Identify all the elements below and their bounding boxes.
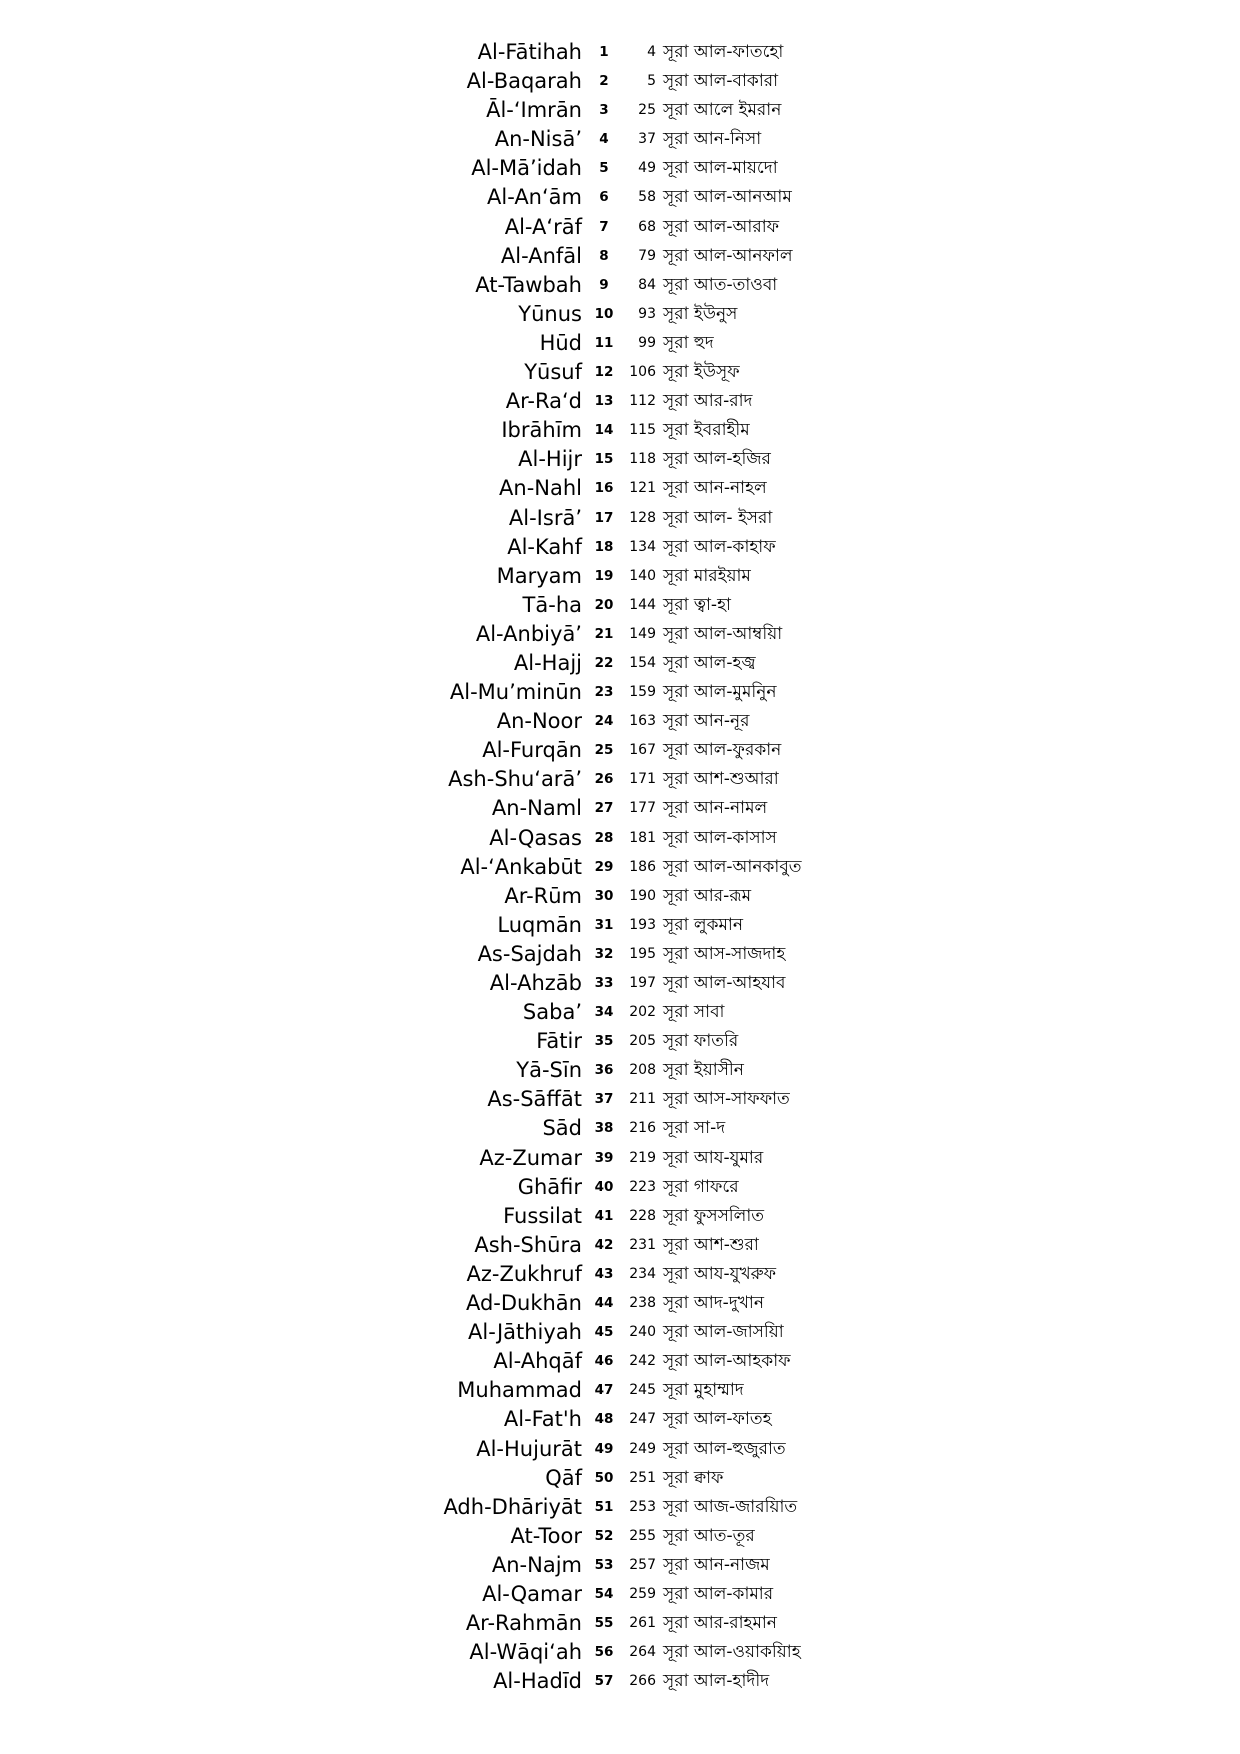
page-number: 242 xyxy=(629,1353,656,1370)
surah-number: 37 xyxy=(594,1091,614,1108)
surah-number: 21 xyxy=(594,625,614,642)
surah-number: 44 xyxy=(594,1295,614,1312)
page-number: 208 xyxy=(629,1062,656,1079)
surah-number: 36 xyxy=(594,1062,614,1079)
surah-name-english: Az-Zukhruf xyxy=(466,1261,582,1286)
surah-name-english: Al-Anfāl xyxy=(500,243,582,268)
surah-name-english: Āl-‘Imrān xyxy=(486,98,582,123)
surah-row xyxy=(0,620,1240,649)
surah-number: 17 xyxy=(594,509,614,526)
surah-name-bengali: সূরা আল-হজ্ব xyxy=(663,652,756,673)
surah-name-english: Sād xyxy=(542,1116,582,1141)
surah-name-english: Ghāfir xyxy=(517,1174,582,1199)
surah-number: 7 xyxy=(599,218,609,235)
surah-number: 24 xyxy=(594,713,614,730)
surah-name-bengali: সূরা ত্বা-হা xyxy=(663,594,731,615)
page-number: 190 xyxy=(629,887,656,904)
surah-row xyxy=(0,1231,1240,1260)
page-number: 219 xyxy=(629,1149,656,1166)
surah-row xyxy=(0,562,1240,591)
surah-row xyxy=(0,1173,1240,1202)
surah-name-bengali: সূরা আল- ইসরা xyxy=(663,507,773,528)
surah-number: 4 xyxy=(599,131,609,148)
surah-name-english: Maryam xyxy=(496,563,582,588)
surah-name-bengali: সূরা আলে ইমরান xyxy=(663,100,782,121)
surah-name-english: An-Nahl xyxy=(499,476,582,501)
page-number: 4 xyxy=(647,44,656,60)
surah-row xyxy=(0,853,1240,882)
surah-number: 26 xyxy=(594,771,614,788)
page-number: 197 xyxy=(629,975,656,991)
page-number: 79 xyxy=(638,247,656,264)
surah-row xyxy=(0,1551,1240,1580)
surah-row xyxy=(0,445,1240,474)
surah-name-bengali: সূরা আজ-জারয়িাত xyxy=(663,1496,798,1517)
page-number: 49 xyxy=(638,160,656,177)
surah-name-english: Al-Hijr xyxy=(518,447,582,472)
surah-name-bengali: সূরা আল-ফাতহো xyxy=(663,42,784,62)
surah-name-bengali: সূরা আল-ফাতহ xyxy=(663,1409,772,1430)
page-number: 149 xyxy=(629,625,656,642)
surah-name-english: Al-Hujurāt xyxy=(476,1436,582,1461)
surah-name-english: Yā-Sīn xyxy=(516,1058,582,1083)
surah-row xyxy=(0,271,1240,300)
page-number: 264 xyxy=(629,1644,656,1661)
page-number: 216 xyxy=(629,1120,656,1137)
page-number: 118 xyxy=(629,451,656,468)
page-number: 154 xyxy=(629,654,656,671)
surah-name-english: Al-Isrā’ xyxy=(508,505,582,530)
surah-name-bengali: সূরা ফুসসলিাত xyxy=(663,1205,765,1226)
surah-row xyxy=(0,1027,1240,1056)
surah-row xyxy=(0,765,1240,794)
surah-name-english: Ar-Ra‘d xyxy=(505,389,582,414)
surah-row xyxy=(0,504,1240,533)
surah-number: 27 xyxy=(594,800,614,817)
surah-name-english: Al-Fātihah xyxy=(477,40,582,64)
surah-number: 3 xyxy=(599,102,609,119)
surah-name-bengali: সূরা আর-রূম xyxy=(663,885,752,906)
surah-number: 5 xyxy=(599,160,609,177)
surah-name-english: An-Najm xyxy=(491,1552,582,1577)
surah-name-english: Fussilat xyxy=(503,1203,582,1228)
surah-name-bengali: সূরা আল-বাকারা xyxy=(663,71,779,92)
page-number: 5 xyxy=(647,73,656,90)
surah-number: 56 xyxy=(594,1644,614,1661)
surah-name-bengali: সূরা আল-কামার xyxy=(663,1583,774,1604)
surah-number: 23 xyxy=(594,684,614,701)
page-number: 121 xyxy=(629,480,656,497)
surah-name-english: Al-Baqarah xyxy=(466,69,582,94)
surah-name-bengali: সূরা আল-ওয়াকয়িাহ xyxy=(663,1642,801,1663)
surah-row xyxy=(0,911,1240,940)
surah-name-bengali: সূরা আল-হাদীদ xyxy=(663,1671,770,1692)
surah-name-english: Al-Kahf xyxy=(507,534,582,559)
page-number: 261 xyxy=(629,1615,656,1632)
page-number: 202 xyxy=(629,1004,656,1021)
surah-row xyxy=(0,736,1240,765)
surah-number: 18 xyxy=(594,538,614,555)
surah-name-english: Al-A‘rāf xyxy=(504,214,582,239)
surah-name-english: Ash-Shūra xyxy=(474,1232,582,1257)
surah-number: 20 xyxy=(594,596,614,613)
surah-name-english: Saba’ xyxy=(522,1000,582,1025)
page-number: 37 xyxy=(638,131,656,148)
surah-name-english: Al-An‘ām xyxy=(487,185,582,210)
page-number: 25 xyxy=(638,102,656,119)
surah-number: 48 xyxy=(594,1411,614,1428)
surah-name-bengali: সূরা আল-আম্বয়িা xyxy=(663,623,783,644)
surah-name-bengali: সূরা আস-সাজদাহ xyxy=(663,943,786,964)
surah-row xyxy=(0,940,1240,969)
page-number: 186 xyxy=(629,858,656,875)
surah-number: 31 xyxy=(594,916,614,933)
surah-row xyxy=(0,1260,1240,1289)
surah-name-english: Al-Qasas xyxy=(489,825,582,850)
surah-name-english: As-Sajdah xyxy=(477,941,582,966)
surah-name-english: Ar-Rūm xyxy=(504,883,582,908)
page-number: 171 xyxy=(629,771,656,788)
surah-row xyxy=(0,67,1240,96)
page-number: 251 xyxy=(629,1469,656,1486)
surah-name-bengali: সূরা সা-দ xyxy=(663,1118,726,1139)
surah-name-english: As-Sāffāt xyxy=(487,1087,582,1112)
surah-number: 53 xyxy=(594,1556,614,1573)
surah-row xyxy=(0,183,1240,212)
surah-name-english: An-Nisā’ xyxy=(494,127,582,152)
surah-name-bengali: সূরা আল-হজির xyxy=(663,449,771,470)
surah-name-bengali: সূরা গাফরে xyxy=(663,1176,739,1197)
surah-name-bengali: সূরা ইউসূফ xyxy=(663,362,740,383)
surah-name-bengali: সূরা আয-যুমার xyxy=(663,1147,764,1168)
page-number: 249 xyxy=(629,1440,656,1457)
surah-row xyxy=(0,1376,1240,1405)
surah-number: 41 xyxy=(594,1207,614,1224)
surah-name-bengali: সূরা লুকমান xyxy=(663,914,743,935)
surah-name-english: Fātir xyxy=(536,1029,582,1054)
surah-number: 28 xyxy=(594,829,614,846)
surah-number: 9 xyxy=(599,276,609,293)
page-number: 234 xyxy=(629,1265,656,1282)
surah-index-list xyxy=(0,38,1240,1696)
surah-number: 32 xyxy=(594,945,614,962)
surah-name-bengali: সূরা আর-রাদ xyxy=(663,391,753,412)
surah-name-english: Yūnus xyxy=(518,301,582,326)
surah-name-bengali: সূরা আস-সাফফাত xyxy=(663,1089,790,1110)
surah-name-bengali: সূরা আন-নিসা xyxy=(663,129,762,150)
surah-row xyxy=(0,1289,1240,1318)
surah-name-bengali: সূরা আল-জাসয়িা xyxy=(663,1322,784,1343)
surah-row xyxy=(0,242,1240,271)
surah-row xyxy=(0,1638,1240,1667)
surah-number: 22 xyxy=(594,654,614,671)
surah-row xyxy=(0,1522,1240,1551)
surah-number: 47 xyxy=(594,1382,614,1399)
surah-row xyxy=(0,387,1240,416)
surah-name-english: Hūd xyxy=(539,330,582,355)
page-number: 159 xyxy=(629,684,656,701)
surah-row xyxy=(0,154,1240,183)
page-number: 266 xyxy=(629,1673,656,1690)
surah-name-english: Ar-Rahmān xyxy=(465,1611,582,1636)
surah-number: 46 xyxy=(594,1353,614,1370)
surah-name-bengali: সূরা আল-আনফাল xyxy=(663,245,793,266)
surah-name-english: Ad-Dukhān xyxy=(465,1291,582,1316)
surah-number: 14 xyxy=(594,422,614,439)
surah-row xyxy=(0,1609,1240,1638)
surah-number: 57 xyxy=(594,1673,614,1690)
surah-number: 39 xyxy=(594,1149,614,1166)
page-number: 181 xyxy=(629,829,656,846)
surah-number: 30 xyxy=(594,887,614,904)
surah-row xyxy=(0,1202,1240,1231)
page-number: 240 xyxy=(629,1324,656,1341)
surah-number: 50 xyxy=(594,1469,614,1486)
page-number: 106 xyxy=(629,364,656,381)
surah-row xyxy=(0,998,1240,1027)
surah-number: 11 xyxy=(594,334,614,351)
surah-name-english: Luqmān xyxy=(497,912,582,937)
surah-row xyxy=(0,300,1240,329)
surah-row xyxy=(0,1085,1240,1114)
surah-number: 33 xyxy=(594,975,614,991)
surah-name-bengali: সূরা আল-ফুরকান xyxy=(663,740,782,761)
surah-name-bengali: সূরা আল-আরাফ xyxy=(663,216,780,237)
page-number: 228 xyxy=(629,1207,656,1224)
surah-name-english: Al-Qamar xyxy=(482,1581,582,1606)
surah-number: 2 xyxy=(599,73,609,90)
surah-number: 55 xyxy=(594,1615,614,1632)
page-number: 205 xyxy=(629,1033,656,1050)
surah-name-bengali: সূরা আল-কাসাস xyxy=(663,827,777,848)
page-number: 245 xyxy=(629,1382,656,1399)
page-number: 128 xyxy=(629,509,656,526)
surah-row xyxy=(0,358,1240,387)
surah-number: 10 xyxy=(594,305,614,322)
surah-row xyxy=(0,1667,1240,1696)
surah-name-english: Al-Hajj xyxy=(513,650,582,675)
surah-row xyxy=(0,1318,1240,1347)
surah-row xyxy=(0,1435,1240,1464)
surah-name-bengali: সূরা আয-যুখরুফ xyxy=(663,1263,777,1284)
page-number: 163 xyxy=(629,713,656,730)
page-number: 193 xyxy=(629,916,656,933)
surah-name-english: At-Toor xyxy=(510,1523,582,1548)
surah-name-bengali: সূরা ইউনুস xyxy=(663,303,738,324)
surah-name-english: Tā-ha xyxy=(522,592,582,617)
surah-number: 25 xyxy=(594,742,614,759)
surah-row xyxy=(0,213,1240,242)
surah-name-bengali: সূরা হুদ xyxy=(663,332,714,353)
page-number: 247 xyxy=(629,1411,656,1428)
surah-number: 52 xyxy=(594,1527,614,1544)
surah-row xyxy=(0,125,1240,154)
surah-number: 29 xyxy=(594,858,614,875)
surah-name-bengali: সূরা আত-তাওবা xyxy=(663,274,778,295)
surah-row xyxy=(0,533,1240,562)
page-number: 115 xyxy=(629,422,656,439)
surah-name-english: Adh-Dhāriyāt xyxy=(443,1494,582,1519)
surah-name-bengali: সূরা আন-নামল xyxy=(663,798,768,819)
surah-number: 54 xyxy=(594,1585,614,1602)
page-number: 255 xyxy=(629,1527,656,1544)
page-number: 140 xyxy=(629,567,656,584)
surah-number: 49 xyxy=(594,1440,614,1457)
page-number: 167 xyxy=(629,742,656,759)
page-number: 223 xyxy=(629,1178,656,1195)
page-number: 93 xyxy=(638,305,656,322)
surah-name-english: Al-Ahzāb xyxy=(489,971,582,995)
surah-number: 43 xyxy=(594,1265,614,1282)
surah-name-english: Al-Furqān xyxy=(482,738,582,763)
surah-name-bengali: সূরা আল-আহকাফ xyxy=(663,1351,791,1372)
surah-name-english: Al-Mā’idah xyxy=(471,156,582,181)
page-number: 259 xyxy=(629,1585,656,1602)
surah-number: 51 xyxy=(594,1498,614,1515)
page-number: 134 xyxy=(629,538,656,555)
surah-row xyxy=(0,1580,1240,1609)
surah-number: 1 xyxy=(599,44,609,60)
page-number: 231 xyxy=(629,1236,656,1253)
surah-name-bengali: সূরা ক্বাফ xyxy=(663,1467,724,1488)
surah-name-bengali: সূরা মারইয়াম xyxy=(663,565,751,586)
surah-name-bengali: সূরা আল-হুজুরাত xyxy=(663,1438,786,1459)
surah-name-bengali: সূরা আল-আনআম xyxy=(663,187,792,208)
surah-name-bengali: সূরা সাবা xyxy=(663,1002,725,1023)
surah-number: 19 xyxy=(594,567,614,584)
surah-name-bengali: সূরা ফাতরি xyxy=(663,1031,739,1052)
surah-row xyxy=(0,1114,1240,1143)
surah-number: 13 xyxy=(594,393,614,410)
surah-number: 15 xyxy=(594,451,614,468)
surah-name-bengali: সূরা আন-নাজম xyxy=(663,1554,770,1575)
surah-name-bengali: সূরা আদ-দুখান xyxy=(663,1293,764,1314)
page-number: 195 xyxy=(629,945,656,962)
surah-name-english: Al-Hadīd xyxy=(493,1669,582,1694)
surah-number: 35 xyxy=(594,1033,614,1050)
surah-name-english: Al-‘Ankabūt xyxy=(460,854,582,879)
page-number: 257 xyxy=(629,1556,656,1573)
surah-name-english: Al-Mu’minūn xyxy=(449,680,582,705)
surah-number: 45 xyxy=(594,1324,614,1341)
surah-row xyxy=(0,882,1240,911)
surah-name-english: An-Naml xyxy=(491,796,582,821)
surah-name-english: Ash-Shu‘arā’ xyxy=(448,767,582,792)
surah-name-english: Yūsuf xyxy=(524,360,582,385)
surah-row xyxy=(0,794,1240,823)
surah-name-english: Al-Fat'h xyxy=(503,1407,582,1432)
surah-name-english: Al-Wāqi‘ah xyxy=(469,1640,582,1665)
surah-row xyxy=(0,1493,1240,1522)
surah-row xyxy=(0,649,1240,678)
page-number: 99 xyxy=(638,334,656,351)
page-number: 68 xyxy=(638,218,656,235)
surah-row xyxy=(0,1144,1240,1173)
surah-row xyxy=(0,1464,1240,1493)
surah-name-bengali: সূরা আল-মুমনিুন xyxy=(663,682,777,703)
surah-row xyxy=(0,707,1240,736)
surah-name-bengali: সূরা মুহাম্মাদ xyxy=(663,1380,744,1401)
page-number: 58 xyxy=(638,189,656,206)
surah-number: 12 xyxy=(594,364,614,381)
surah-row xyxy=(0,591,1240,620)
surah-name-bengali: সূরা আন-নাহল xyxy=(663,478,767,499)
surah-name-bengali: সূরা ইয়াসীন xyxy=(663,1060,744,1081)
surah-row xyxy=(0,969,1240,998)
page-number: 253 xyxy=(629,1498,656,1515)
surah-name-bengali: সূরা আন-নূর xyxy=(663,711,750,732)
surah-name-bengali: সূরা ইবরাহীম xyxy=(663,420,750,441)
page-number: 238 xyxy=(629,1295,656,1312)
page-number: 177 xyxy=(629,800,656,817)
surah-row xyxy=(0,474,1240,503)
page-number: 84 xyxy=(638,276,656,293)
surah-number: 16 xyxy=(594,480,614,497)
surah-name-bengali: সূরা আল-আনকাবুত xyxy=(663,856,802,877)
surah-name-bengali: সূরা আর-রাহমান xyxy=(663,1613,777,1634)
page-number: 211 xyxy=(629,1091,656,1108)
surah-name-english: Al-Jāthiyah xyxy=(468,1320,582,1345)
surah-name-english: Muhammad xyxy=(457,1378,582,1403)
surah-name-english: Ibrāhīm xyxy=(501,418,582,443)
surah-name-english: An-Noor xyxy=(496,709,582,734)
surah-name-english: Az-Zumar xyxy=(479,1145,582,1170)
surah-name-english: At-Tawbah xyxy=(475,272,582,297)
surah-row xyxy=(0,1347,1240,1376)
surah-number: 6 xyxy=(599,189,609,206)
surah-name-bengali: সূরা আল-আহযাব xyxy=(663,973,786,993)
surah-name-bengali: সূরা আশ-শুআরা xyxy=(663,769,779,790)
surah-row xyxy=(0,678,1240,707)
surah-name-english: Qāf xyxy=(545,1465,582,1490)
surah-name-bengali: সূরা আশ-শুরা xyxy=(663,1234,759,1255)
surah-row xyxy=(0,38,1240,67)
surah-name-english: Al-Ahqāf xyxy=(493,1349,582,1374)
surah-name-bengali: সূরা আত-তূর xyxy=(663,1525,755,1546)
page-number: 144 xyxy=(629,596,656,613)
surah-row xyxy=(0,1056,1240,1085)
surah-number: 8 xyxy=(599,247,609,264)
surah-name-bengali: সূরা আল-মায়দো xyxy=(663,158,778,179)
surah-name-bengali: সূরা আল-কাহাফ xyxy=(663,536,776,557)
surah-row xyxy=(0,96,1240,125)
surah-number: 34 xyxy=(594,1004,614,1021)
surah-row xyxy=(0,1405,1240,1434)
surah-number: 38 xyxy=(594,1120,614,1137)
surah-row xyxy=(0,416,1240,445)
surah-number: 42 xyxy=(594,1236,614,1253)
surah-name-english: Al-Anbiyā’ xyxy=(475,621,582,646)
surah-row xyxy=(0,824,1240,853)
surah-row xyxy=(0,329,1240,358)
surah-number: 40 xyxy=(594,1178,614,1195)
page-number: 112 xyxy=(629,393,656,410)
